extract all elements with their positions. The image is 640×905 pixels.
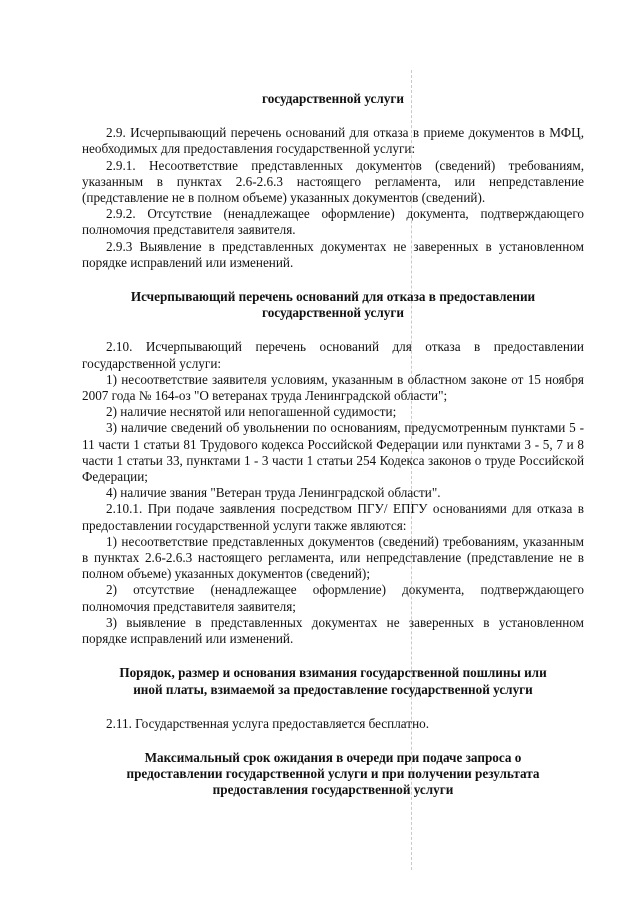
- paragraph-2-11: 2.11. Государственная услуга предоставляется бесплатно.: [106, 715, 430, 731]
- section-heading-refusal: Исчерпывающий перечень оснований для отказа в предоставлении государственной услуги: [130, 289, 536, 321]
- list-item-2-10-3: 3) наличие сведений об увольнении по основаниям, предусмотренным пунктами 5 - 11 части 1 статьи 81 Трудового кодекса Российской Федерации или пунктами 3 - 5, 7 и 8 части 1 статьи 33, пунктами 1 - 3 части 1 статьи 254 Кодекса законов о труде Российской Федерации;: [82, 420, 584, 485]
- paragraph-2-9-3: 2.9.3 Выявление в представленных документах не заверенных в установленном порядке исправлений или изменений.: [82, 238, 584, 270]
- section-heading-continuation: государственной услуги: [262, 91, 404, 106]
- list-item-2-10-1-3: 3) выявление в представленных документах не заверенных в установленном порядке исправлений или изменений.: [82, 614, 584, 647]
- section-heading-fee: Порядок, размер и основания взимания государственной пошлины или иной платы, взимаемой за предоставление государственной услуги: [119, 665, 547, 697]
- paragraph-2-10: 2.10. Исчерпывающий перечень оснований для отказа в предоставлении государственной услуги:: [82, 339, 584, 371]
- list-item-2-10-1-2: 2) отсутствие (ненадлежащее оформление) документа, подтверждающего полномочия представителя заявителя;: [82, 582, 584, 614]
- paragraph-2-9: 2.9. Исчерпывающий перечень оснований для отказа в приеме документов в МФЦ, необходимых для предоставления государственной услуги:: [82, 125, 584, 157]
- section-heading-wait: Максимальный срок ожидания в очереди при подаче запроса о предоставлении государственной услуги и при получении результата предоставления государственной услуги: [126, 749, 540, 798]
- paragraph-2-9-1: 2.9.1. Несоответствие представленных документов (сведений) требованиям, указанным в пунктах 2.6-2.6.3 настоящего регламента, или непредставление (представление не в полном объеме) указанных документов (сведений).: [82, 157, 584, 206]
- list-item-2-10-2: 2) наличие неснятой или непогашенной судимости;: [106, 404, 397, 420]
- list-item-2-10-4: 4) наличие звания "Ветеран труда Ленинградской области".: [106, 485, 441, 501]
- paragraph-2-10-1: 2.10.1. При подаче заявления посредством ПГУ/ ЕПГУ основаниями для отказа в предоставлении государственной услуги также являются:: [82, 501, 584, 533]
- list-item-2-10-1-1: 1) несоответствие представленных документов (сведений) требованиям, указанным в пунктах 2.6-2.6.3 настоящего регламента, или непредставление (представление не в полном объеме) указанных документов (сведений);: [82, 533, 584, 582]
- paragraph-2-9-2: 2.9.2. Отсутствие (ненадлежащее оформление) документа, подтверждающего полномочия представителя заявителя.: [82, 206, 584, 238]
- list-item-2-10-1: 1) несоответствие заявителя условиям, указанным в областном законе от 15 ноября 2007 года № 164-оз "О ветеранах труда Ленинградской области";: [82, 371, 584, 404]
- document-body: [82, 91, 584, 799]
